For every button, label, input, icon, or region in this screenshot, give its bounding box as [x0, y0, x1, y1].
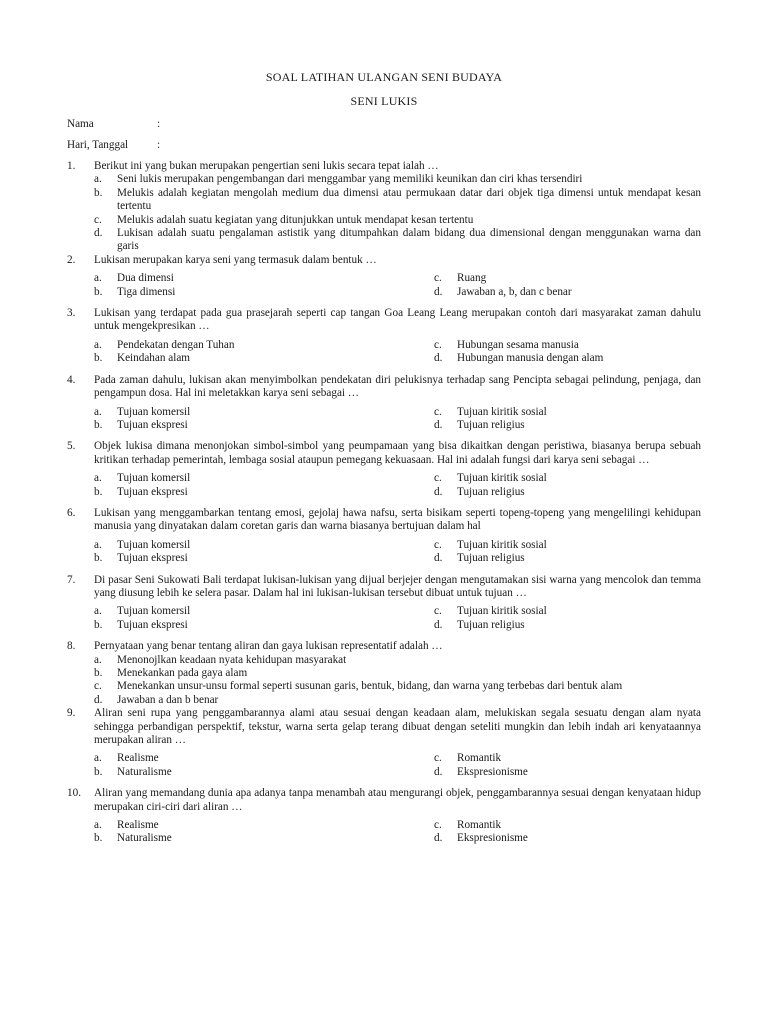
- option-text: Pendekatan dengan Tuhan: [117, 338, 235, 351]
- option: [434, 486, 704, 499]
- name-colon: :: [157, 118, 161, 130]
- option-text: Menonojlkan keadaan nyata kehidupan masyarakat: [117, 653, 347, 666]
- option-text: Ekspresionisme: [457, 832, 528, 845]
- question-text: Objek lukisa dimana menonjokan simbol-simbol yang peumpamaan yang bisa dikaitkan dengan peristiwa, biasanya berupa sebuah kritikan terhadap pemerintah, lembaga sosial ataupun pemegang kekuasaan. Hal ini adalah fungsi dari karya seni sebagai …: [94, 440, 701, 466]
- option-text: Menekankan unsur-unsu formal seperti susunan garis, bentuk, bidang, dan warna yang terbebas dari bentuk alam: [117, 680, 623, 693]
- option-letter: b.: [94, 618, 103, 631]
- option: [94, 472, 434, 485]
- option: [434, 339, 704, 352]
- option-text: Naturalisme: [117, 765, 172, 778]
- option-letter: b.: [94, 186, 103, 199]
- option: [434, 619, 704, 632]
- option-text: Hubungan manusia dengan alam: [457, 352, 604, 365]
- option-letter: a.: [94, 338, 102, 351]
- option-text: Tiga dimensi: [117, 285, 176, 298]
- option-text: Naturalisme: [117, 832, 172, 845]
- option-letter: b.: [94, 352, 103, 365]
- question-3: [67, 307, 701, 366]
- options-grid: [94, 272, 701, 299]
- option-text: Seni lukis merupakan pengembangan dari menggambar yang memiliki keunikan dan ciri khas tersendiri: [117, 173, 583, 186]
- option: [434, 832, 704, 845]
- option: [434, 552, 704, 565]
- option-letter: d.: [94, 693, 103, 706]
- question-text: Di pasar Seni Sukowati Bali terdapat lukisan-lukisan yang dijual berjejer dengan mengutamakan sisi warna yang mencolok dan temma yang diusung lebih ke selera pasar. Dalam hal ini lukisan-lukisan tersebut dibuat untuk tujuan …: [94, 573, 701, 599]
- option-letter: b.: [94, 832, 103, 845]
- option: [434, 272, 704, 285]
- question-number: 3.: [67, 307, 76, 320]
- option: [434, 605, 704, 618]
- question-text: Pada zaman dahulu, lukisan akan menyimbolkan pendekatan diri pelukisnya terhadap sang Pencipta sebagai pelindung, penjaga, dan pengampun dosa. Hal ini meletakkan karya seni sebagai …: [94, 373, 701, 400]
- question-text: Lukisan merupakan karya seni yang termasuk dalam bentuk …: [94, 253, 377, 266]
- option-text: Melukis adalah kegiatan mengolah medium dua dimensi atau permukaan datar dari objek tiga dimensi untuk mendapat kesan tertentu: [117, 186, 701, 213]
- option-text: Tujuan komersil: [117, 605, 191, 618]
- question-6: [67, 507, 701, 566]
- document-title: SOAL LATIHAN ULANGAN SENI BUDAYA: [265, 70, 503, 84]
- option-letter: a.: [94, 472, 102, 485]
- option: [94, 619, 434, 632]
- option: [94, 339, 434, 352]
- option: [94, 272, 434, 285]
- option-letter: c.: [94, 213, 102, 226]
- question-5: [67, 440, 701, 499]
- question-4: [67, 374, 701, 433]
- question-1: [67, 160, 701, 254]
- option-text: Tujuan religius: [457, 552, 525, 565]
- option-letter: d.: [434, 285, 443, 298]
- option-letter: b.: [94, 418, 103, 431]
- option-letter: d.: [434, 552, 443, 565]
- question-number: 6.: [67, 506, 76, 519]
- option: [94, 552, 434, 565]
- option: [94, 766, 434, 779]
- option: [94, 819, 434, 832]
- option-text: Tujuan komersil: [117, 405, 191, 418]
- option-text: Lukisan adalah suatu pengalaman astistik yang ditumpahkan dalam bidang dua dimensional dengan menggunakan warna dan garis: [117, 227, 701, 253]
- option-letter: d.: [434, 765, 443, 778]
- question-text: Lukisan yang menggambarkan tentang emosi, gejolaj hawa nafsu, serta bisikam seperti topeng-topeng yang mengelilingi kehidupan manusia yang dinyatakan dalam coretan garis dan warna biasanya bertujuan dalam hal: [94, 506, 701, 533]
- option: [94, 694, 701, 707]
- option: [434, 539, 704, 552]
- option: [94, 214, 701, 227]
- question-number: 10.: [67, 787, 81, 800]
- question-text: Berikut ini yang bukan merupakan pengertian seni lukis secara tepat ialah …: [94, 160, 439, 172]
- question-text: Aliran seni rupa yang penggambarannya alami atau sesuai dengan keadaan alam, melukiskan segala sesuatu dengan alam nyata sehingga perbandigan perspektif, tekstur, warna serta gelap terang dibuat dengan seteliti mungkin dan lebih indah ari kenyataannya merupakan aliran …: [94, 707, 701, 747]
- option-text: Keindahan alam: [117, 352, 190, 365]
- option-text: Romantik: [457, 819, 502, 832]
- option-text: Melukis adalah suatu kegiatan yang ditunjukkan untuk mendapat kesan tertentu: [117, 213, 474, 226]
- option-text: Jawaban a, b, dan c benar: [457, 285, 572, 298]
- question-number: 5.: [67, 440, 76, 453]
- option-text: Tujuan religius: [457, 485, 525, 498]
- question-8: [67, 640, 701, 707]
- question-number: 2.: [67, 253, 76, 266]
- date-label: Hari, Tanggal: [67, 139, 129, 151]
- option-letter: d.: [434, 418, 443, 431]
- option-letter: a.: [94, 653, 102, 666]
- option: [94, 286, 434, 299]
- option-text: Hubungan sesama manusia: [457, 338, 579, 351]
- option-letter: a.: [94, 405, 102, 418]
- option: [94, 539, 434, 552]
- options-grid: [94, 605, 701, 632]
- option-text: Ruang: [457, 272, 487, 285]
- option-text: Tujuan komersil: [117, 538, 191, 551]
- option: [94, 752, 434, 765]
- option-text: Tujuan kiritik sosial: [457, 405, 547, 418]
- options-grid: [94, 539, 701, 566]
- option: [434, 419, 704, 432]
- name-label: Nama: [67, 118, 94, 130]
- option: [94, 832, 434, 845]
- option-text: Ekspresionisme: [457, 765, 528, 778]
- option-letter: c.: [434, 605, 442, 618]
- options-grid: [94, 752, 701, 779]
- option-letter: a.: [94, 272, 102, 285]
- option-letter: c.: [434, 338, 442, 351]
- option-letter: a.: [94, 605, 102, 618]
- option: [434, 819, 704, 832]
- options-grid: [94, 472, 701, 499]
- option-letter: d.: [94, 227, 103, 240]
- question-number: 4.: [67, 373, 76, 386]
- option-text: Tujuan ekspresi: [117, 418, 188, 431]
- option-letter: a.: [94, 752, 102, 765]
- option-letter: b.: [94, 552, 103, 565]
- option-text: Tujuan kiritik sosial: [457, 472, 547, 485]
- option: [94, 419, 434, 432]
- option: [94, 667, 701, 680]
- option: [94, 654, 701, 667]
- option: [94, 486, 434, 499]
- question-number: 8.: [67, 640, 76, 653]
- option: [94, 187, 701, 214]
- question-text: Aliran yang memandang dunia apa adanya tanpa menambah atau mengurangi objek, penggambarannya sesuai dengan kenyataan hidup merupakan ciri-ciri dari aliran …: [94, 787, 701, 813]
- name-field: [67, 118, 160, 131]
- option: [94, 352, 434, 365]
- option-text: Dua dimensi: [117, 272, 174, 285]
- option-letter: c.: [434, 752, 442, 765]
- option: [434, 752, 704, 765]
- option-letter: a.: [94, 173, 102, 186]
- option-letter: a.: [94, 819, 102, 832]
- option-letter: d.: [434, 832, 443, 845]
- option-text: Tujuan religius: [457, 418, 525, 431]
- option-letter: c.: [434, 538, 442, 551]
- date-field: [67, 139, 160, 152]
- question-list: [67, 160, 701, 846]
- options-grid: [94, 339, 701, 366]
- question-2: [67, 254, 701, 299]
- options-grid: [94, 406, 701, 433]
- option: [94, 605, 434, 618]
- option-letter: b.: [94, 667, 103, 679]
- question-10: [67, 787, 701, 846]
- option-letter: c.: [434, 272, 442, 285]
- option-letter: d.: [434, 618, 443, 631]
- question-7: [67, 574, 701, 633]
- option-text: Tujuan ekspresi: [117, 618, 188, 631]
- option-text: Tujuan kiritik sosial: [457, 605, 547, 618]
- question-number: 7.: [67, 573, 76, 586]
- option-text: Romantik: [457, 752, 502, 765]
- option-letter: b.: [94, 285, 103, 298]
- question-number: 1.: [67, 160, 76, 172]
- option-text: Tujuan kiritik sosial: [457, 538, 547, 551]
- option-letter: c.: [434, 472, 442, 485]
- option: [94, 227, 701, 254]
- option-letter: c.: [94, 680, 102, 693]
- option: [434, 406, 704, 419]
- option: [94, 406, 434, 419]
- option-text: Tujuan ekspresi: [117, 552, 188, 565]
- option-text: Tujuan ekspresi: [117, 485, 188, 498]
- options-grid: [94, 819, 701, 846]
- document-subtitle: SENI LUKIS: [350, 94, 418, 108]
- option-text: Realisme: [117, 752, 159, 765]
- option: [434, 472, 704, 485]
- question-text: Lukisan yang terdapat pada gua prasejarah seperti cap tangan Goa Leang Leang merupakan contoh dari masyarakat zaman dahulu untuk mengekpresikan …: [94, 307, 701, 333]
- option: [434, 286, 704, 299]
- option: [94, 680, 701, 693]
- option-letter: b.: [94, 485, 103, 498]
- question-number: 9.: [67, 707, 76, 720]
- option-text: Jawaban a dan b benar: [117, 693, 219, 706]
- option-letter: a.: [94, 538, 102, 551]
- option-text: Menekankan pada gaya alam: [117, 667, 248, 679]
- option-text: Tujuan komersil: [117, 472, 191, 485]
- option-letter: c.: [434, 405, 442, 418]
- option-letter: d.: [434, 485, 443, 498]
- option-letter: c.: [434, 819, 442, 832]
- option: [434, 352, 704, 365]
- date-colon: :: [157, 139, 161, 151]
- option-letter: b.: [94, 765, 103, 778]
- option-text: Tujuan religius: [457, 618, 525, 631]
- option: [434, 766, 704, 779]
- option-letter: d.: [434, 352, 443, 365]
- option-text: Realisme: [117, 819, 159, 832]
- question-9: [67, 707, 701, 779]
- option: [94, 173, 701, 186]
- question-text: Pernyataan yang benar tentang aliran dan gaya lukisan representatif adalah …: [94, 640, 443, 653]
